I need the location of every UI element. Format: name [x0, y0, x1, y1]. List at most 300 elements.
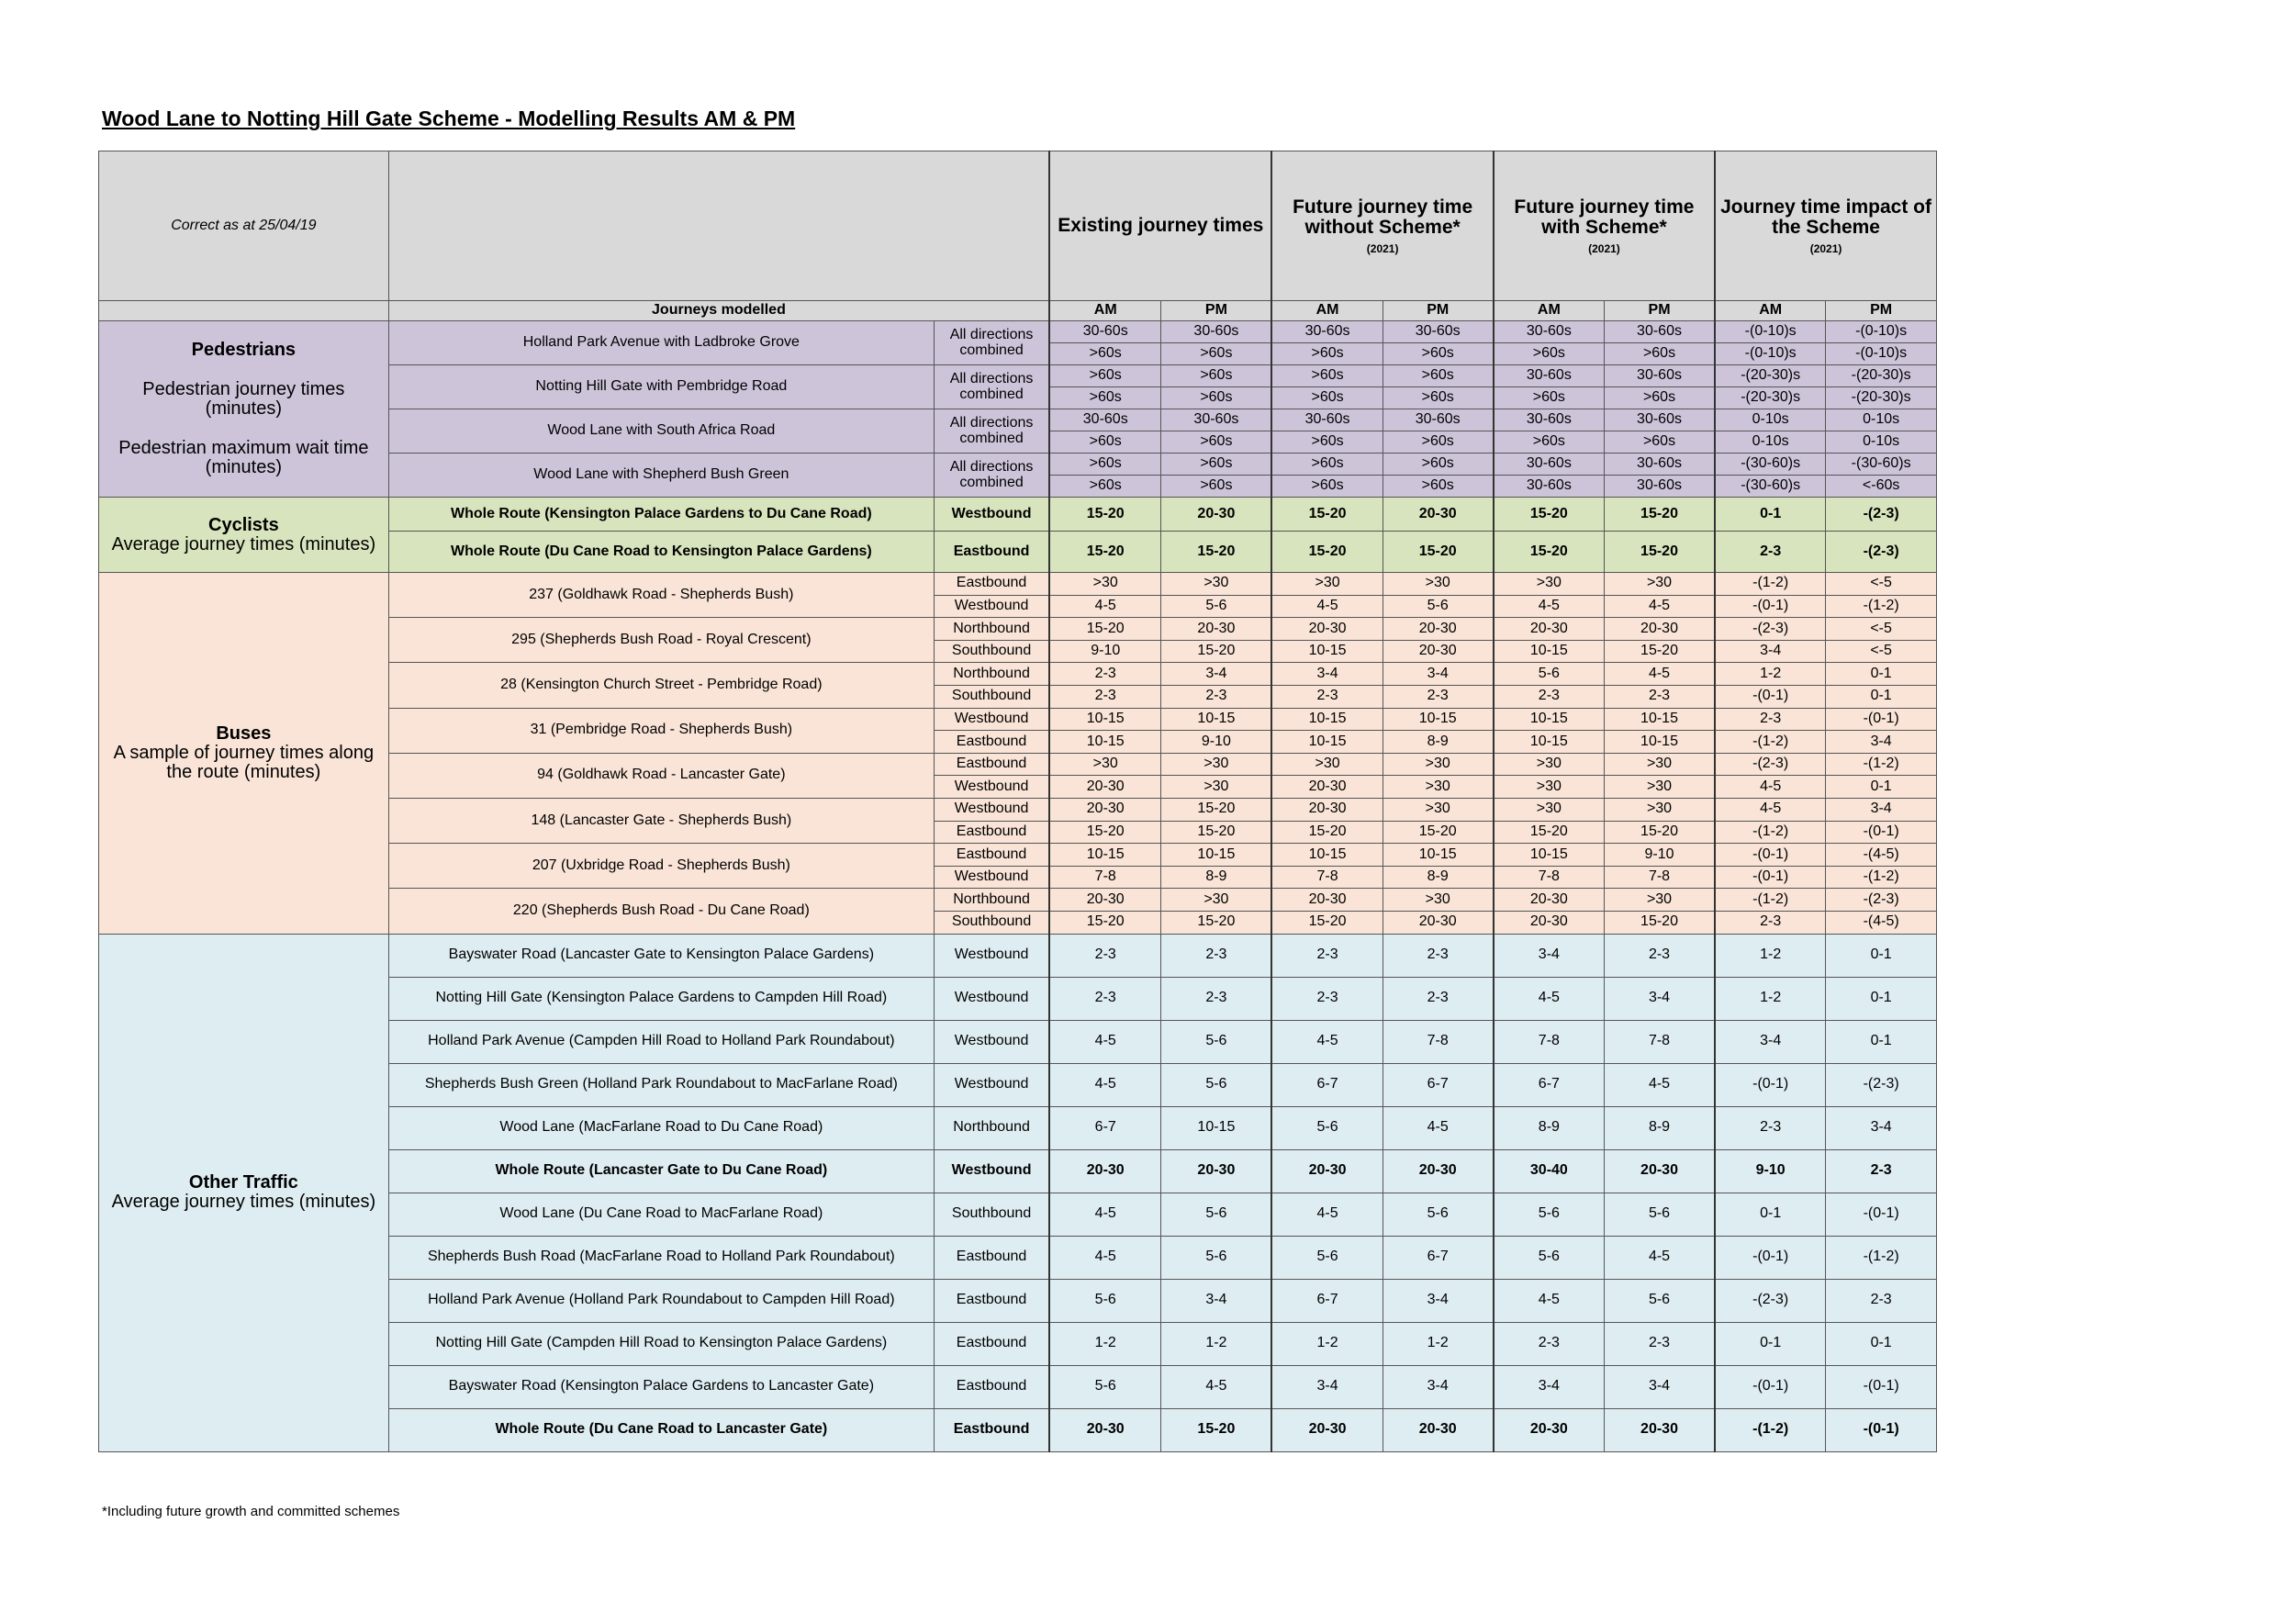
impact-am-value: -(0-1) — [1715, 866, 1826, 889]
without-pm-value: >60s — [1383, 365, 1494, 387]
existing-am-value: 4-5 — [1049, 1020, 1161, 1063]
with-pm-value: 15-20 — [1604, 821, 1715, 844]
without-am-value: 30-60s — [1271, 409, 1383, 431]
without-am-value: 20-30 — [1271, 889, 1383, 912]
impact-am-value: 3-4 — [1715, 1020, 1826, 1063]
impact-am-value: -(20-30)s — [1715, 387, 1826, 409]
impact-pm-header: PM — [1826, 301, 1937, 321]
existing-pm-value: 5-6 — [1161, 1063, 1272, 1106]
with-am-value: 10-15 — [1494, 708, 1605, 731]
existing-pm-value: 20-30 — [1161, 498, 1272, 532]
group-title: Pedestrians — [191, 340, 297, 360]
existing-am-value: 1-2 — [1049, 1322, 1161, 1365]
direction: Eastbound — [934, 731, 1049, 754]
table-row — [99, 498, 1937, 532]
impact-pm-value: 0-1 — [1826, 663, 1937, 686]
impact-am-value: 0-1 — [1715, 1193, 1826, 1236]
impact-pm-value: -(1-2) — [1826, 595, 1937, 618]
existing-pm-value: 30-60s — [1161, 321, 1272, 343]
existing-pm-value: 3-4 — [1161, 663, 1272, 686]
existing-am-value: >60s — [1049, 431, 1161, 454]
without-am-value: 20-30 — [1271, 1149, 1383, 1193]
without-pm-value: 20-30 — [1383, 498, 1494, 532]
without-pm-value: 20-30 — [1383, 640, 1494, 663]
existing-pm-value: 9-10 — [1161, 731, 1272, 754]
blank-header-cell — [388, 151, 1049, 301]
existing-am-value: 2-3 — [1049, 685, 1161, 708]
impact-am-value: -(1-2) — [1715, 1408, 1826, 1451]
impact-am-value: -(0-10)s — [1715, 321, 1826, 343]
existing-pm-value: 8-9 — [1161, 866, 1272, 889]
direction: Westbound — [934, 934, 1049, 977]
header-future-with-label: Future journey time with Scheme* — [1514, 196, 1695, 238]
impact-am-value: -(0-10)s — [1715, 343, 1826, 365]
header-impact — [1715, 151, 1936, 301]
without-am-value: 4-5 — [1271, 1193, 1383, 1236]
impact-pm-value: -(20-30)s — [1826, 387, 1937, 409]
with-pm-value: 3-4 — [1604, 1365, 1715, 1408]
route-name: Shepherds Bush Green (Holland Park Roundabout to MacFarlane Road) — [388, 1063, 934, 1106]
without-pm-value: 3-4 — [1383, 663, 1494, 686]
group-description: A sample of journey times along the route (minutes) — [113, 742, 375, 782]
direction: Eastbound — [934, 1408, 1049, 1451]
with-am-value: 5-6 — [1494, 1193, 1605, 1236]
without-pm-header: PM — [1383, 301, 1494, 321]
with-pm-value: 4-5 — [1604, 663, 1715, 686]
impact-pm-value: <-5 — [1826, 618, 1937, 641]
existing-am-value: 2-3 — [1049, 934, 1161, 977]
with-am-value: 20-30 — [1494, 1408, 1605, 1451]
with-pm-value: >60s — [1604, 343, 1715, 365]
without-pm-value: 15-20 — [1383, 532, 1494, 573]
with-am-value: 5-6 — [1494, 1236, 1605, 1279]
without-pm-value: 8-9 — [1383, 731, 1494, 754]
with-pm-value: 7-8 — [1604, 1020, 1715, 1063]
without-am-value: 1-2 — [1271, 1322, 1383, 1365]
existing-pm-value: 15-20 — [1161, 911, 1272, 934]
existing-am-value: >30 — [1049, 573, 1161, 596]
without-pm-value: 6-7 — [1383, 1063, 1494, 1106]
with-am-value: 4-5 — [1494, 595, 1605, 618]
without-pm-value: 6-7 — [1383, 1236, 1494, 1279]
with-am-value: >60s — [1494, 387, 1605, 409]
with-pm-value: 20-30 — [1604, 618, 1715, 641]
with-am-value: >30 — [1494, 776, 1605, 799]
impact-am-value: 2-3 — [1715, 532, 1826, 573]
header-existing — [1049, 151, 1271, 301]
with-pm-value: 10-15 — [1604, 708, 1715, 731]
without-am-value: 2-3 — [1271, 685, 1383, 708]
with-pm-value: 4-5 — [1604, 1063, 1715, 1106]
route-name: Wood Lane (MacFarlane Road to Du Cane Road) — [388, 1106, 934, 1149]
impact-pm-value: 0-1 — [1826, 977, 1937, 1020]
existing-am-value: 20-30 — [1049, 889, 1161, 912]
impact-pm-value: 0-10s — [1826, 431, 1937, 454]
route-name: 28 (Kensington Church Street - Pembridge Road) — [388, 663, 934, 708]
with-am-value: 15-20 — [1494, 498, 1605, 532]
direction: Westbound — [934, 1149, 1049, 1193]
without-pm-value: 5-6 — [1383, 1193, 1494, 1236]
impact-pm-value: -(0-1) — [1826, 708, 1937, 731]
route-name: Bayswater Road (Kensington Palace Gardens to Lancaster Gate) — [388, 1365, 934, 1408]
without-pm-value: 20-30 — [1383, 1408, 1494, 1451]
without-pm-value: 20-30 — [1383, 1149, 1494, 1193]
without-pm-value: 7-8 — [1383, 1020, 1494, 1063]
impact-pm-value: 0-1 — [1826, 776, 1937, 799]
with-am-value: 3-4 — [1494, 1365, 1605, 1408]
without-am-value: >60s — [1271, 387, 1383, 409]
with-am-value: 30-60s — [1494, 321, 1605, 343]
with-am-value: >30 — [1494, 573, 1605, 596]
existing-pm-value: 4-5 — [1161, 1365, 1272, 1408]
route-name: Whole Route (Du Cane Road to Lancaster Gate) — [388, 1408, 934, 1451]
without-pm-value: 30-60s — [1383, 409, 1494, 431]
route-name: Notting Hill Gate with Pembridge Road — [388, 365, 934, 409]
impact-pm-value: 0-1 — [1826, 1020, 1937, 1063]
with-am-value: 30-60s — [1494, 409, 1605, 431]
route-name: Whole Route (Lancaster Gate to Du Cane Road) — [388, 1149, 934, 1193]
without-am-value: 7-8 — [1271, 866, 1383, 889]
header-impact-year: (2021) — [1809, 241, 1842, 255]
existing-am-value: 15-20 — [1049, 618, 1161, 641]
direction: Eastbound — [934, 1365, 1049, 1408]
impact-pm-value: <-5 — [1826, 640, 1937, 663]
without-am-value: 30-60s — [1271, 321, 1383, 343]
without-pm-value: >60s — [1383, 343, 1494, 365]
impact-am-value: -(30-60)s — [1715, 476, 1826, 498]
without-am-value: 5-6 — [1271, 1236, 1383, 1279]
existing-am-header: AM — [1049, 301, 1161, 321]
without-pm-value: >60s — [1383, 476, 1494, 498]
with-pm-value: 30-60s — [1604, 365, 1715, 387]
with-am-value: >30 — [1494, 753, 1605, 776]
with-pm-value: 15-20 — [1604, 640, 1715, 663]
direction: Southbound — [934, 685, 1049, 708]
with-am-value: 7-8 — [1494, 866, 1605, 889]
impact-pm-value: -(1-2) — [1826, 753, 1937, 776]
without-am-value: 15-20 — [1271, 821, 1383, 844]
direction: Eastbound — [934, 532, 1049, 573]
impact-am-value: 2-3 — [1715, 708, 1826, 731]
impact-pm-value: -(0-1) — [1826, 1193, 1937, 1236]
impact-am-value: 2-3 — [1715, 911, 1826, 934]
existing-pm-value: 5-6 — [1161, 1193, 1272, 1236]
direction: All directions combined — [934, 454, 1049, 498]
impact-am-value: -(0-1) — [1715, 1365, 1826, 1408]
existing-pm-value: >60s — [1161, 365, 1272, 387]
impact-pm-value: 3-4 — [1826, 798, 1937, 821]
existing-pm-value: 1-2 — [1161, 1322, 1272, 1365]
with-pm-value: 2-3 — [1604, 685, 1715, 708]
with-pm-value: 3-4 — [1604, 977, 1715, 1020]
with-am-value: 5-6 — [1494, 663, 1605, 686]
direction: Westbound — [934, 1063, 1049, 1106]
existing-pm-value: >60s — [1161, 476, 1272, 498]
group-description: Pedestrian journey times (minutes) — [142, 379, 345, 419]
impact-pm-value: 2-3 — [1826, 1149, 1937, 1193]
existing-pm-value: 5-6 — [1161, 595, 1272, 618]
without-am-value: >60s — [1271, 454, 1383, 476]
without-pm-value: 8-9 — [1383, 866, 1494, 889]
header-future-without — [1271, 151, 1493, 301]
impact-am-value: -(1-2) — [1715, 573, 1826, 596]
with-am-value: 6-7 — [1494, 1063, 1605, 1106]
with-am-value: 7-8 — [1494, 1020, 1605, 1063]
direction: Westbound — [934, 1020, 1049, 1063]
with-pm-value: 2-3 — [1604, 1322, 1715, 1365]
existing-am-value: 6-7 — [1049, 1106, 1161, 1149]
impact-am-value: 9-10 — [1715, 1149, 1826, 1193]
existing-am-value: >60s — [1049, 387, 1161, 409]
impact-am-value: -(1-2) — [1715, 731, 1826, 754]
without-am-value: 20-30 — [1271, 798, 1383, 821]
direction: Eastbound — [934, 1279, 1049, 1322]
direction: Eastbound — [934, 844, 1049, 867]
group-title: Cyclists — [208, 514, 279, 535]
header-future-with — [1494, 151, 1715, 301]
with-am-header: AM — [1494, 301, 1605, 321]
existing-am-value: 7-8 — [1049, 866, 1161, 889]
impact-pm-value: 3-4 — [1826, 1106, 1937, 1149]
with-pm-value: >30 — [1604, 889, 1715, 912]
route-name: Whole Route (Kensington Palace Gardens to Du Cane Road) — [388, 498, 934, 532]
direction: Southbound — [934, 911, 1049, 934]
existing-pm-value: >60s — [1161, 343, 1272, 365]
route-name: 295 (Shepherds Bush Road - Royal Crescent) — [388, 618, 934, 663]
impact-am-value: -(1-2) — [1715, 821, 1826, 844]
without-am-value: 20-30 — [1271, 776, 1383, 799]
without-pm-value: 2-3 — [1383, 934, 1494, 977]
existing-pm-value: 2-3 — [1161, 934, 1272, 977]
direction: Eastbound — [934, 1236, 1049, 1279]
existing-pm-header: PM — [1161, 301, 1272, 321]
with-pm-value: 30-60s — [1604, 321, 1715, 343]
direction: Westbound — [934, 977, 1049, 1020]
with-am-value: 8-9 — [1494, 1106, 1605, 1149]
impact-am-value: -(0-1) — [1715, 844, 1826, 867]
existing-am-value: 30-60s — [1049, 409, 1161, 431]
existing-am-value: 10-15 — [1049, 708, 1161, 731]
direction: Westbound — [934, 866, 1049, 889]
direction: Eastbound — [934, 753, 1049, 776]
header-future-without-label: Future journey time without Scheme* — [1293, 196, 1473, 238]
with-am-value: 15-20 — [1494, 532, 1605, 573]
route-name: 94 (Goldhawk Road - Lancaster Gate) — [388, 753, 934, 798]
impact-am-value: 0-10s — [1715, 431, 1826, 454]
without-am-value: >60s — [1271, 476, 1383, 498]
route-name: 207 (Uxbridge Road - Shepherds Bush) — [388, 844, 934, 889]
impact-am-value: -(1-2) — [1715, 889, 1826, 912]
journeys-modelled-label: Journeys modelled — [388, 301, 1049, 321]
impact-am-value: 1-2 — [1715, 977, 1826, 1020]
impact-am-value: 0-1 — [1715, 498, 1826, 532]
without-am-value: 10-15 — [1271, 731, 1383, 754]
without-am-value: >30 — [1271, 753, 1383, 776]
with-pm-value: 20-30 — [1604, 1408, 1715, 1451]
impact-am-value: -(0-1) — [1715, 595, 1826, 618]
existing-pm-value: >60s — [1161, 454, 1272, 476]
impact-am-value: 3-4 — [1715, 640, 1826, 663]
with-am-value: >60s — [1494, 343, 1605, 365]
route-name: Notting Hill Gate (Kensington Palace Gardens to Campden Hill Road) — [388, 977, 934, 1020]
footnote: *Including future growth and committed schemes — [102, 1504, 400, 1519]
impact-pm-value: 0-1 — [1826, 934, 1937, 977]
without-pm-value: 20-30 — [1383, 618, 1494, 641]
without-pm-value: 10-15 — [1383, 708, 1494, 731]
existing-pm-value: 10-15 — [1161, 844, 1272, 867]
existing-am-value: 30-60s — [1049, 321, 1161, 343]
route-name: Wood Lane with South Africa Road — [388, 409, 934, 454]
existing-am-value: 4-5 — [1049, 1063, 1161, 1106]
header-existing-label: Existing journey times — [1058, 214, 1264, 236]
group-description: Pedestrian maximum wait time (minutes) — [118, 438, 369, 477]
without-pm-value: >60s — [1383, 387, 1494, 409]
direction: Westbound — [934, 595, 1049, 618]
direction: Southbound — [934, 640, 1049, 663]
table-row — [99, 321, 1937, 343]
direction: All directions combined — [934, 365, 1049, 409]
with-am-value: 10-15 — [1494, 844, 1605, 867]
impact-am-value: 1-2 — [1715, 934, 1826, 977]
without-am-value: >60s — [1271, 365, 1383, 387]
header-impact-label: Journey time impact of the Scheme — [1720, 196, 1931, 238]
route-name: Holland Park Avenue (Campden Hill Road to Holland Park Roundabout) — [388, 1020, 934, 1063]
without-am-value: 5-6 — [1271, 1106, 1383, 1149]
impact-pm-value: -(2-3) — [1826, 889, 1937, 912]
with-pm-value: >60s — [1604, 431, 1715, 454]
without-pm-value: >30 — [1383, 573, 1494, 596]
impact-pm-value: -(4-5) — [1826, 844, 1937, 867]
existing-pm-value: 5-6 — [1161, 1020, 1272, 1063]
existing-am-value: 15-20 — [1049, 532, 1161, 573]
direction: Westbound — [934, 776, 1049, 799]
route-name: Wood Lane with Shepherd Bush Green — [388, 454, 934, 498]
existing-pm-value: 15-20 — [1161, 532, 1272, 573]
impact-am-value: -(2-3) — [1715, 618, 1826, 641]
with-pm-value: 5-6 — [1604, 1279, 1715, 1322]
direction: Eastbound — [934, 1322, 1049, 1365]
route-name: Bayswater Road (Lancaster Gate to Kensington Palace Gardens) — [388, 934, 934, 977]
without-am-value: 10-15 — [1271, 640, 1383, 663]
without-pm-value: 2-3 — [1383, 685, 1494, 708]
route-name: 237 (Goldhawk Road - Shepherds Bush) — [388, 573, 934, 618]
without-pm-value: 20-30 — [1383, 911, 1494, 934]
without-am-value: 2-3 — [1271, 934, 1383, 977]
existing-am-value: >60s — [1049, 365, 1161, 387]
header-row — [99, 151, 1937, 301]
table-row — [99, 934, 1937, 977]
with-am-value: 30-60s — [1494, 454, 1605, 476]
impact-pm-value: -(2-3) — [1826, 1063, 1937, 1106]
without-am-value: 20-30 — [1271, 1408, 1383, 1451]
group-description: Average journey times (minutes) — [111, 533, 376, 554]
existing-am-value: 20-30 — [1049, 798, 1161, 821]
with-pm-value: 30-60s — [1604, 454, 1715, 476]
existing-pm-value: >30 — [1161, 889, 1272, 912]
group-cyclists — [99, 498, 389, 573]
with-pm-value: 2-3 — [1604, 934, 1715, 977]
existing-pm-value: 15-20 — [1161, 798, 1272, 821]
direction: Eastbound — [934, 573, 1049, 596]
route-name: 148 (Lancaster Gate - Shepherds Bush) — [388, 798, 934, 843]
existing-am-value: 20-30 — [1049, 1149, 1161, 1193]
direction: Southbound — [934, 1193, 1049, 1236]
impact-pm-value: -(0-10)s — [1826, 321, 1937, 343]
impact-pm-value: 2-3 — [1826, 1279, 1937, 1322]
without-pm-value: 10-15 — [1383, 844, 1494, 867]
direction: Eastbound — [934, 821, 1049, 844]
without-am-value: >60s — [1271, 431, 1383, 454]
group-buses — [99, 573, 389, 935]
impact-pm-value: -(0-1) — [1826, 821, 1937, 844]
without-pm-value: >30 — [1383, 889, 1494, 912]
existing-pm-value: >60s — [1161, 431, 1272, 454]
existing-pm-value: >30 — [1161, 776, 1272, 799]
group-title: Other Traffic — [188, 1172, 298, 1193]
existing-am-value: 15-20 — [1049, 821, 1161, 844]
impact-pm-value: <-5 — [1826, 573, 1937, 596]
without-am-value: 15-20 — [1271, 498, 1383, 532]
existing-am-value: >60s — [1049, 454, 1161, 476]
without-pm-value: >60s — [1383, 454, 1494, 476]
existing-am-value: 4-5 — [1049, 1236, 1161, 1279]
impact-pm-value: -(30-60)s — [1826, 454, 1937, 476]
with-pm-header: PM — [1604, 301, 1715, 321]
with-am-value: 4-5 — [1494, 977, 1605, 1020]
with-pm-value: 4-5 — [1604, 595, 1715, 618]
existing-pm-value: >60s — [1161, 387, 1272, 409]
group-pedestrians — [99, 321, 389, 498]
header-future-with-year: (2021) — [1588, 241, 1620, 255]
header-future-without-year: (2021) — [1366, 241, 1399, 255]
without-am-value: 20-30 — [1271, 618, 1383, 641]
impact-am-value: 4-5 — [1715, 776, 1826, 799]
with-am-value: 30-60s — [1494, 365, 1605, 387]
impact-am-value: 0-1 — [1715, 1322, 1826, 1365]
direction: Northbound — [934, 1106, 1049, 1149]
route-name: Notting Hill Gate (Campden Hill Road to Kensington Palace Gardens) — [388, 1322, 934, 1365]
with-pm-value: 30-60s — [1604, 476, 1715, 498]
with-am-value: 20-30 — [1494, 889, 1605, 912]
with-am-value: >30 — [1494, 798, 1605, 821]
existing-am-value: >30 — [1049, 753, 1161, 776]
without-pm-value: 5-6 — [1383, 595, 1494, 618]
with-am-value: 2-3 — [1494, 1322, 1605, 1365]
correct-as-at-cell — [99, 151, 389, 301]
with-pm-value: 30-60s — [1604, 409, 1715, 431]
without-am-value: 6-7 — [1271, 1063, 1383, 1106]
results-table — [98, 151, 1937, 1452]
existing-pm-value: 20-30 — [1161, 1149, 1272, 1193]
existing-am-value: 4-5 — [1049, 595, 1161, 618]
with-pm-value: >30 — [1604, 776, 1715, 799]
impact-pm-value: -(2-3) — [1826, 532, 1937, 573]
direction: Northbound — [934, 663, 1049, 686]
impact-pm-value: -(0-1) — [1826, 1365, 1937, 1408]
existing-pm-value: 2-3 — [1161, 685, 1272, 708]
without-am-value: 6-7 — [1271, 1279, 1383, 1322]
without-pm-value: 15-20 — [1383, 821, 1494, 844]
with-am-value: >60s — [1494, 431, 1605, 454]
existing-pm-value: 15-20 — [1161, 640, 1272, 663]
impact-am-value: -(0-1) — [1715, 1236, 1826, 1279]
route-name: 220 (Shepherds Bush Road - Du Cane Road) — [388, 889, 934, 934]
without-pm-value: 1-2 — [1383, 1322, 1494, 1365]
existing-pm-value: 2-3 — [1161, 977, 1272, 1020]
without-am-value: 10-15 — [1271, 844, 1383, 867]
with-pm-value: >60s — [1604, 387, 1715, 409]
without-pm-value: 3-4 — [1383, 1279, 1494, 1322]
